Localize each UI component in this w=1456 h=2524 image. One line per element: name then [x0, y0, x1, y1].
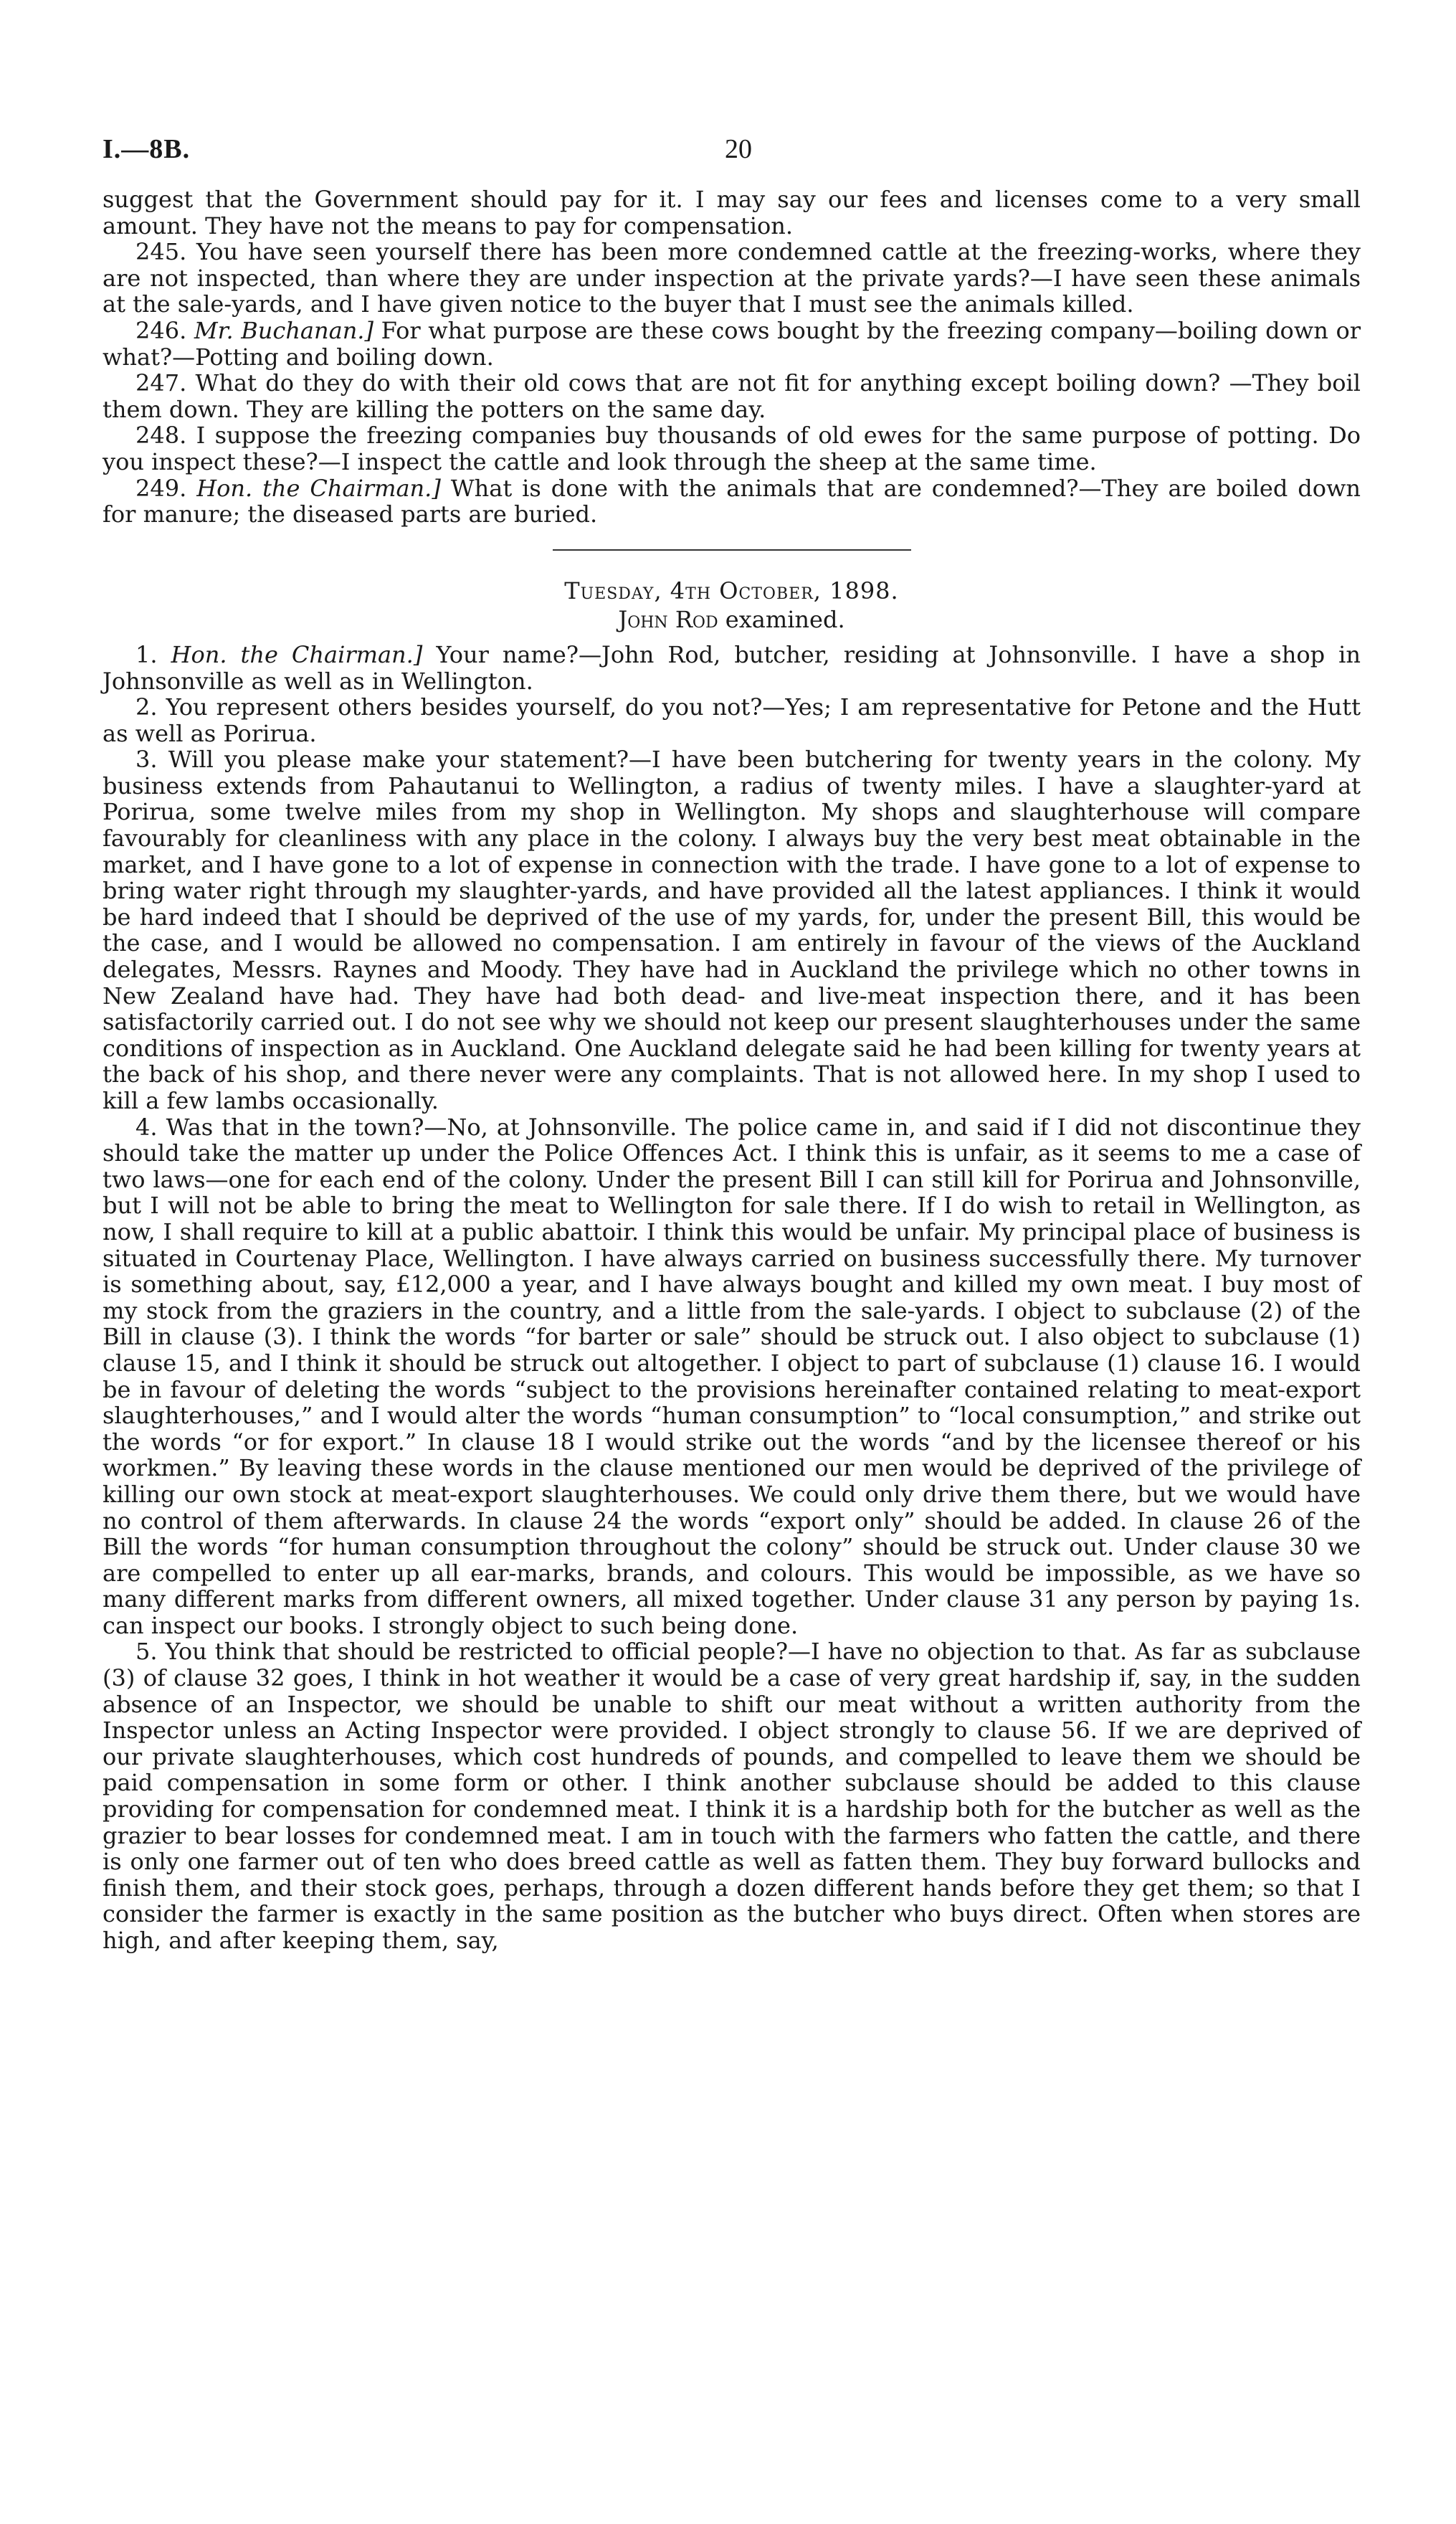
paragraph — [103, 1114, 1361, 1639]
paragraph-text: Your name?—John Rod, butcher, residing at Johnsonville. I have a shop in Johnsonville as well as in Wellington. — [103, 640, 1361, 695]
paragraph-text: What do they do with their old cows that are not fit for anything except boiling down? —They boil them down. They are killing the potters on the same day. — [103, 369, 1361, 423]
paragraph-text: You have seen yourself there has been more condemned cattle at the freezing-works, where they are not inspected, than where they are under inspection at the private yards?—I have seen these animals at the sale-yards, and I have given notice to the buyer that I must see the animals killed. — [103, 238, 1361, 318]
page-header — [103, 136, 1361, 186]
question-number: 247. — [135, 369, 187, 397]
paragraph-text: I suppose the freezing companies buy thousands of old ewes for the same purpose of potting. Do you inspect these?—I inspect the cattle and look through the sheep at the same time. — [103, 422, 1361, 475]
document-reference: I.—8B. — [103, 134, 191, 164]
question-number: 245. — [135, 238, 187, 266]
testimony-section — [103, 642, 1361, 1954]
witness-name: John Rod — [618, 606, 718, 634]
question-number: 248. — [135, 422, 187, 450]
question-number: 246. — [135, 316, 187, 344]
question-number: 2. — [135, 693, 158, 721]
question-number: 4. — [135, 1113, 158, 1141]
witness-heading — [103, 607, 1361, 633]
paragraph — [103, 475, 1361, 528]
paragraph-text: You think that should be restricted to official people?—I have no objection to that. As far as subclause (3) of clause 32 goes, I think in hot weather it would be a case of very great hardship if, say, in the sudden absence of an Inspector, we should be unable to shift our meat without a written authority from the Inspector unless an Acting Inspector were provided. I object strongly to clause 56. If we are deprived of our private slaughterhouses, which cost hundreds of pounds, and compelled to leave them we should be paid compensation in some form or other. I think another subclause should be added to this clause providing for compensation for condemned meat. I think it is a hardship both for the butcher as well as the grazier to bear losses for condemned meat. I am in touch with the farmers who fatten the cattle, and there is only one farmer out of ten who does breed cattle as well as fatten them. They buy forward bullocks and finish them, and their stock goes, perhaps, through a dozen different hands before they get them; so that I consider the farmer is exactly in the same position as the butcher who buys direct. Often when stores are high, and after keeping them, say, — [103, 1638, 1361, 1954]
question-number: 1. — [135, 640, 158, 668]
paragraph — [103, 642, 1361, 694]
witness-suffix: examined. — [725, 606, 845, 634]
paragraph — [103, 694, 1361, 746]
paragraph: suggest that the Government should pay for it. I may say our fees and licenses come to a very small amount. They have not the means to pay for compensation. — [103, 186, 1361, 239]
page-number: 20 — [725, 134, 752, 164]
paragraph — [103, 1638, 1361, 1953]
paragraph-text: You represent others besides yourself, do you not?—Yes; I am representative for Petone and the Hutt as well as Porirua. — [103, 693, 1361, 747]
paragraph-text: What is done with the animals that are condemned?—They are boiled down for manure; the diseased parts are buried. — [103, 474, 1361, 528]
section-divider — [553, 549, 911, 551]
paragraph-text: Was that in the town?—No, at Johnsonville. The police came in, and said if I did not discontinue they should take the matter up under the Police Offences Act. I think this is unfair, as it seems to me a case of two laws—one for each end of the colony. Under the present Bill I can still kill for Porirua and Johnsonville, but I will not be able to bring the meat to Wellington for sale there. If I do wish to retail in Wellington, as now, I shall require to kill at a public abattoir. I think this would be unfair. My principal place of business is situated in Courtenay Place, Wellington. I have always carried on business successfully there. My turnover is something about, say, £12,000 a year, and I have always bought and killed my own meat. I buy most of my stock from the graziers in the country, and a little from the sale-yards. I object to subclause (2) of the Bill in clause (3). I think the words “for barter or sale” should be struck out. I also object to subclause (1) clause 15, and I think it should be struck out altogether. I object to part of subclause (1) clause 16. I would be in favour of deleting the words “subject to the provisions hereinafter contained relating to meat-export slaughterhouses,” and I would alter the words “human consumption” to “local consumption,” and strike out the words “or for export.” In clause 18 I would strike out the words “and by the licensee thereof or his workmen.” By leaving these words in the clause mentioned our men would be deprived of the privilege of killing our own stock at meat-export slaughterhouses. We could only drive them there, but we would have no control of them afterwards. In clause 24 the words “export only” should be added. In clause 26 of the Bill the words “for human consumption throughout the colony” should be struck out. Under clause 30 we are compelled to enter up all ear-marks, brands, and colours. This would be impossible, as we have so many different marks from different owners, all mixed together. Under clause 31 any person by paying 1s. can inspect our books. I strongly object to such being done. — [103, 1113, 1361, 1639]
paragraph — [103, 746, 1361, 1114]
paragraph-text: Will you please make your statement?—I have been butchering for twenty years in the colony. My business extends from Pahautanui to Wellington, a radius of twenty miles. I have a slaughter-yard at Porirua, some twelve miles from my shop in Wellington. My shops and slaughterhouse will compare favourably for cleanliness with any place in the colony. I always buy the very best meat obtainable in the market, and I have gone to a lot of expense in connection with the trade. I have gone to a lot of expense to bring water right through my slaughter-yards, and have provided all the latest appliances. I think it would be hard indeed that I should be deprived of the use of my yards, for, under the present Bill, this would be the case, and I would be allowed no compensation. I am entirely in favour of the views of the Auckland delegates, Messrs. Raynes and Moody. They have had in Auckland the privilege which no other towns in New Zealand have had. They have had both dead- and live-meat inspection there, and it has been satisfactorily carried out. I do not see why we should not keep our present slaughterhouses under the same conditions of inspection as in Auckland. One Auckland delegate said he had been killing for twenty years at the back of his shop, and there never were any complaints. That is not allowed here. In my shop I used to kill a few lambs occasionally. — [103, 746, 1361, 1114]
document-page — [103, 136, 1361, 1954]
speaker: Hon. the Chairman.] — [171, 640, 423, 668]
paragraph-text: For what purpose are these cows bought by the freezing company—boiling down or what?—Potting and boiling down. — [103, 316, 1361, 371]
speaker: Mr. Buchanan.] — [194, 316, 373, 344]
speaker: Hon. the Chairman.] — [196, 474, 441, 502]
paragraph — [103, 370, 1361, 422]
paragraph — [103, 239, 1361, 318]
paragraph — [103, 422, 1361, 475]
question-number: 5. — [135, 1638, 158, 1666]
session-date: Tuesday, 4th October, 1898. — [564, 577, 899, 604]
question-number: 249. — [135, 474, 187, 502]
top-section — [103, 186, 1361, 528]
question-number: 3. — [135, 746, 158, 774]
paragraph — [103, 318, 1361, 370]
